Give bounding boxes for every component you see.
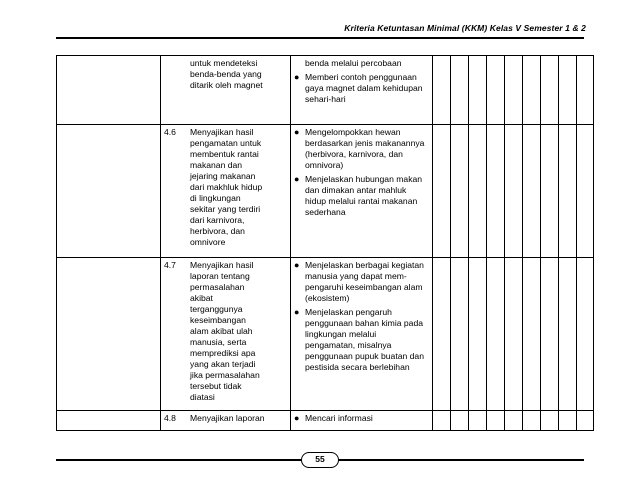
score-cell xyxy=(523,411,541,431)
bullet-icon: ● xyxy=(294,413,300,423)
kd-line: sekitar yang terdiri xyxy=(190,204,261,214)
kd-line: Menyajikan hasil xyxy=(190,260,254,270)
header-rule xyxy=(56,37,584,39)
kd-line: omnivore xyxy=(190,237,226,247)
indicator-item xyxy=(294,413,428,424)
score-cell xyxy=(505,258,523,411)
kd-text xyxy=(188,125,291,258)
page-number-badge: 55 xyxy=(301,452,339,468)
kd-line: yang akan terjadi xyxy=(190,359,256,369)
bullet-icon: ● xyxy=(294,72,300,82)
blank-cell xyxy=(57,56,161,125)
indicator-text: Mencari informasi xyxy=(305,413,373,423)
indicator-text: Mengelompokkan hewan berdasarkan jenis makanannya (herbivora, karnivora, dan omnivora) xyxy=(305,127,425,170)
indicator-cell xyxy=(291,258,433,411)
kd-line: memprediksi apa xyxy=(190,348,256,358)
score-cell xyxy=(523,125,541,258)
table-row xyxy=(57,125,594,258)
indicator-text: Menjelaskan berbagai kegiatan manusia yang dapat mem-pengaruhi keseimbangan alam (ekosistem) xyxy=(305,260,424,303)
indicator-text: Memberi contoh penggunaan gaya magnet dalam kehidupan sehari-hari xyxy=(305,72,423,104)
score-cell xyxy=(433,125,451,258)
score-cell xyxy=(487,258,505,411)
kd-line: herbivora, dan xyxy=(190,226,245,236)
score-cell xyxy=(487,56,505,125)
score-cell xyxy=(505,125,523,258)
kd-line: dari makhluk hidup xyxy=(190,182,263,192)
blank-cell xyxy=(57,411,161,431)
kd-number: 4.6 xyxy=(161,125,189,258)
table-row xyxy=(57,258,594,411)
kd-line: membentuk rantai xyxy=(190,149,259,159)
score-cell xyxy=(487,125,505,258)
score-cell xyxy=(541,411,559,431)
kd-line: pengamatan untuk xyxy=(190,138,262,148)
score-cell xyxy=(577,411,594,431)
score-cell xyxy=(541,258,559,411)
kd-number: 4.7 xyxy=(161,258,189,411)
kd-number xyxy=(161,56,189,125)
kd-line: diatasi xyxy=(190,392,215,402)
score-cell xyxy=(469,56,487,125)
score-cell xyxy=(577,258,594,411)
score-cell xyxy=(487,411,505,431)
score-cell xyxy=(469,125,487,258)
score-cell xyxy=(559,258,577,411)
score-cell xyxy=(577,56,594,125)
score-cell xyxy=(541,125,559,258)
indicator-item xyxy=(294,72,428,105)
score-cell xyxy=(451,125,469,258)
blank-cell xyxy=(57,258,161,411)
kkm-table xyxy=(56,55,594,431)
kd-line: ditarik oleh magnet xyxy=(190,80,263,90)
kd-line: akibat xyxy=(190,293,213,303)
page-header-title: Kriteria Ketuntasan Minimal (KKM) Kelas V Semester 1 & 2 xyxy=(344,23,586,33)
indicator-text: Menjelaskan hubungan makan dan dimakan antar mahluk hidup melalui rantai makanan sederhana xyxy=(305,174,423,217)
score-cell xyxy=(433,411,451,431)
kd-line: jika permasalahan xyxy=(190,370,260,380)
bullet-icon: ● xyxy=(294,307,300,317)
kd-line: untuk mendeteksi xyxy=(190,58,258,68)
kd-line: benda-benda yang xyxy=(190,69,262,79)
score-cell xyxy=(451,56,469,125)
score-cell xyxy=(451,258,469,411)
indicator-item xyxy=(294,174,428,218)
blank-cell xyxy=(57,125,161,258)
kd-line: jejaring makanan xyxy=(190,171,256,181)
score-cell xyxy=(577,125,594,258)
indicator-cell xyxy=(291,56,433,125)
kd-line: Menyajikan laporan xyxy=(190,413,265,423)
score-cell xyxy=(541,56,559,125)
kd-text xyxy=(188,258,291,411)
score-cell xyxy=(451,411,469,431)
score-cell xyxy=(505,56,523,125)
score-cell xyxy=(433,258,451,411)
table-row xyxy=(57,56,594,125)
kd-line: laporan tentang xyxy=(190,271,250,281)
kd-line: terganggunya xyxy=(190,304,243,314)
score-cell xyxy=(469,258,487,411)
bullet-icon: ● xyxy=(294,260,300,270)
kd-line: di lingkungan xyxy=(190,193,241,203)
table-row xyxy=(57,411,594,431)
kd-line: dari karnivora, xyxy=(190,215,245,225)
kd-line: tersebut tidak xyxy=(190,381,242,391)
kd-line: permasalahan xyxy=(190,282,245,292)
footer-rule-left xyxy=(56,459,301,461)
kd-line: alam akibat ulah xyxy=(190,326,253,336)
indicator-text: benda melalui percobaan xyxy=(305,58,402,68)
score-cell xyxy=(505,411,523,431)
indicator-text: Menjelaskan pengaruh penggunaan bahan kimia pada lingkungan melalui pengamatan, misalnya penggunaan pupuk buatan dan pestisida secara berlebihan xyxy=(305,307,424,372)
score-cell xyxy=(523,56,541,125)
kd-text xyxy=(188,411,291,431)
bullet-icon: ● xyxy=(294,174,300,184)
score-cell xyxy=(559,56,577,125)
score-cell xyxy=(559,411,577,431)
indicator-item xyxy=(294,260,428,304)
score-cell xyxy=(559,125,577,258)
footer-rule-right xyxy=(339,459,584,461)
indicator-item xyxy=(294,307,428,373)
score-cell xyxy=(523,258,541,411)
kd-text xyxy=(188,56,291,125)
indicator-cell xyxy=(291,411,433,431)
kd-number: 4.8 xyxy=(161,411,189,431)
kd-line: keseimbangan xyxy=(190,315,246,325)
kd-line: makanan dan xyxy=(190,160,243,170)
indicator-item xyxy=(294,127,428,171)
indicator-item xyxy=(294,58,428,69)
bullet-icon: ● xyxy=(294,127,300,137)
kd-line: Menyajikan hasil xyxy=(190,127,254,137)
score-cell xyxy=(469,411,487,431)
score-cell xyxy=(433,56,451,125)
kd-line: manusia, serta xyxy=(190,337,247,347)
indicator-cell xyxy=(291,125,433,258)
